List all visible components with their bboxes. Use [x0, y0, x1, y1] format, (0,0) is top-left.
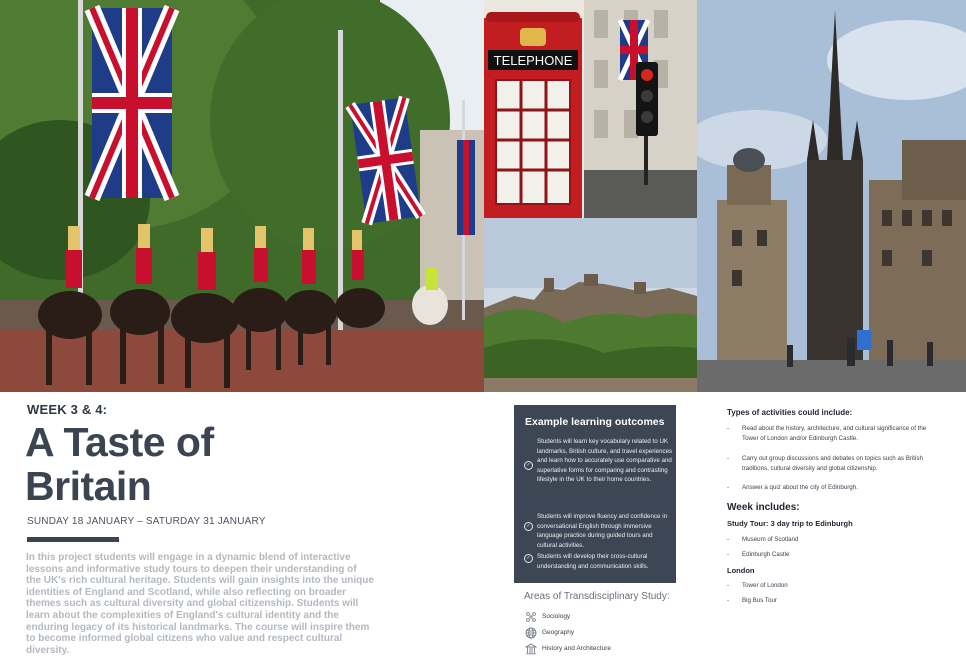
- people-grid-icon: [525, 611, 537, 623]
- week-includes-title: Week includes:: [727, 502, 800, 513]
- activity-text: Answer a quiz about the city of Edinburgh.: [742, 484, 858, 491]
- learning-outcome-item: [524, 552, 672, 574]
- title-divider: [27, 537, 119, 542]
- area-label: Sociology: [542, 613, 571, 620]
- london-heading: London: [727, 566, 755, 575]
- area-item-history-architecture: [525, 643, 645, 656]
- learning-outcomes-title: Example learning outcomes: [525, 416, 665, 428]
- bullet-dash: -: [727, 455, 730, 462]
- learning-outcome-item: [524, 437, 672, 497]
- telephone-sign: TELEPHONE: [493, 53, 573, 68]
- bullet-dash: -: [727, 582, 730, 589]
- check-circle-icon: ✓: [524, 522, 533, 531]
- check-circle-icon: ✓: [524, 554, 533, 563]
- learning-outcome-item: [524, 512, 672, 549]
- areas-of-study-title: Areas of Transdisciplinary Study:: [524, 591, 670, 602]
- photo-edinburgh-royal-mile: [697, 0, 966, 392]
- activity-item: [727, 424, 927, 446]
- photo-horse-guards-parade: [0, 0, 484, 392]
- bullet-dash: -: [727, 597, 730, 604]
- photo-edinburgh-castle: [484, 218, 697, 392]
- intro-paragraph: In this project students will engage in a dynamic blend of interactive lessons and informative study tours to deepen their understanding of the UK's rich cultural heritage. Students will gain insights into the unique identities of England and Scotland, while also reflecting on broader themes such as cultural diversity and global citizenship. Students will learn about the complexities of England's cultural identity and the enduring legacy of its historical landmarks. The course will inspire them to become informed global citizens who value and respect cultural diversity.: [26, 552, 374, 656]
- edinburgh-item: [727, 535, 927, 547]
- learning-outcomes-box: [514, 405, 676, 583]
- edinburgh-item: [727, 550, 927, 562]
- area-label: Geography: [542, 629, 575, 636]
- week-label: WEEK 3 & 4:: [27, 402, 108, 417]
- area-label: History and Architecture: [542, 645, 612, 652]
- bullet-dash: -: [727, 425, 730, 432]
- page-title: [25, 420, 214, 508]
- study-tour-heading: Study Tour: 3 day trip to Edinburgh: [727, 519, 853, 528]
- check-circle-icon: ✓: [524, 461, 533, 470]
- london-item-text: Tower of London: [742, 582, 788, 589]
- london-item: [727, 581, 927, 593]
- area-item-geography: [525, 627, 625, 640]
- learning-outcome-text: Students will improve fluency and confidence in conversational English through immersive language practice during guided tours and cultural activities.: [537, 513, 668, 549]
- activity-item: [727, 483, 927, 495]
- bullet-dash: -: [727, 484, 730, 491]
- date-range: SUNDAY 18 JANUARY – SATURDAY 31 JANUARY: [27, 516, 266, 527]
- area-item-sociology: [525, 611, 625, 624]
- edinburgh-item-text: Museum of Scotland: [742, 536, 799, 543]
- photo-red-telephone-box: [484, 0, 697, 218]
- page-title-line: A Taste of: [25, 419, 214, 465]
- building-icon: [525, 643, 537, 655]
- london-item: [727, 596, 927, 608]
- activity-item: [727, 454, 927, 476]
- globe-icon: [525, 627, 537, 639]
- bullet-dash: -: [727, 551, 730, 558]
- edinburgh-item-text: Edinburgh Castle: [742, 551, 790, 558]
- activity-text: Read about the history, architecture, and cultural significance of the Tower of London and/or Edinburgh Castle.: [742, 425, 927, 442]
- learning-outcome-text: Students will develop their cross-cultural understanding and communication skills.: [537, 553, 649, 570]
- london-item-text: Big Bus Tour: [742, 597, 777, 604]
- page-title-line: Britain: [25, 463, 152, 509]
- bullet-dash: -: [727, 536, 730, 543]
- activity-text: Carry out group discussions and debates on topics such as British traditions, cultural diversity and global citizenship.: [742, 455, 923, 472]
- activities-title: Types of activities could include:: [727, 408, 853, 417]
- learning-outcome-text: Students will learn key vocabulary related to UK landmarks, British culture, and travel experiences and learn how to accurately use comparative and superlative forms for comparing and contrasting lifestyle in the UK to their home countries.: [537, 438, 673, 483]
